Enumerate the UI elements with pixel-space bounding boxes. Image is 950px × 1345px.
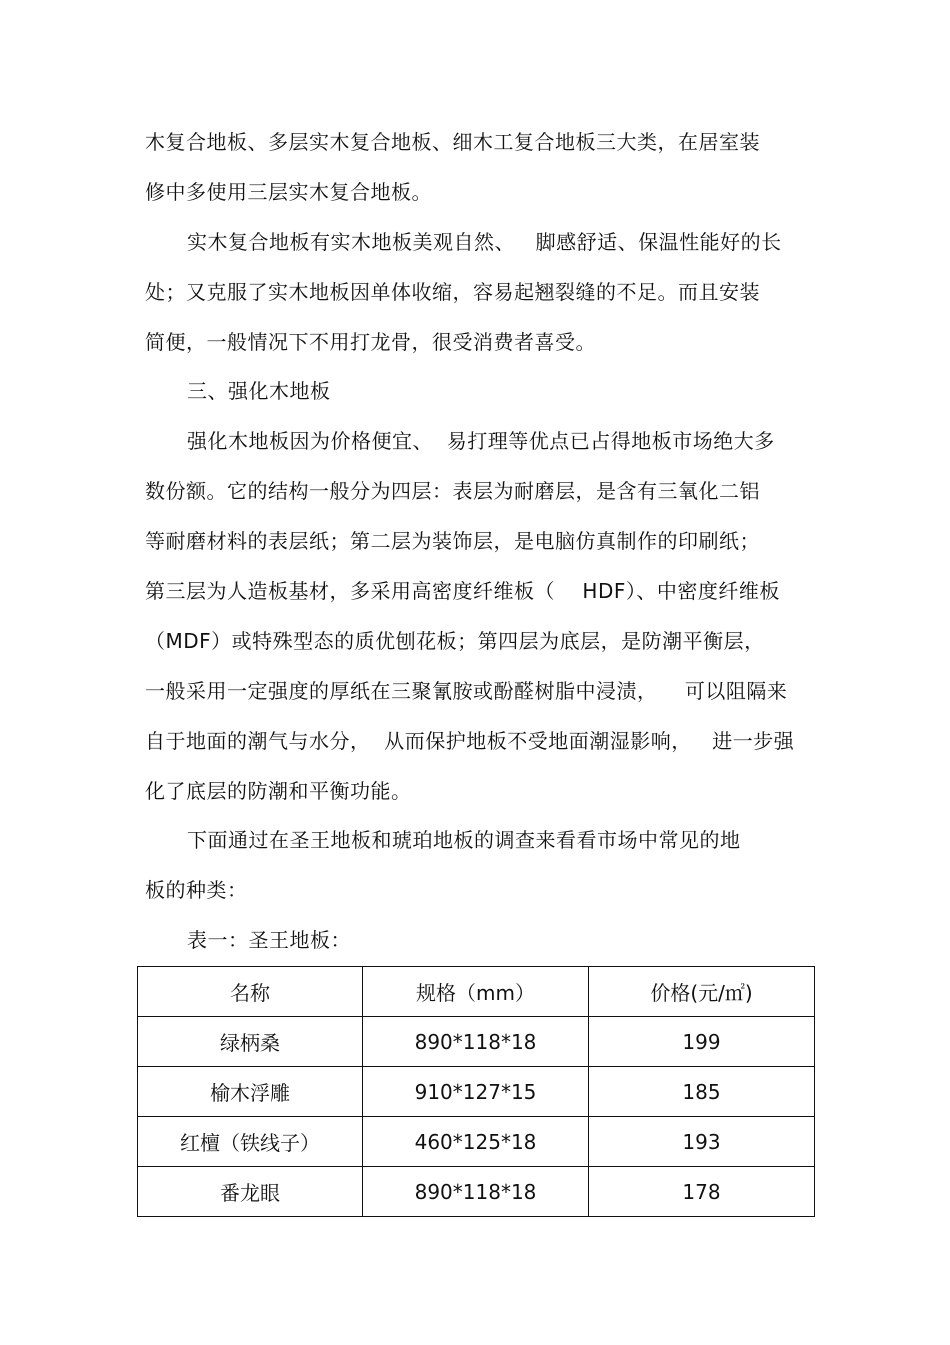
paragraph-line: 木复合地板、多层实木复合地板、细木工复合地板三大类，在居室装 (145, 130, 760, 154)
paragraph-line: 自于地面的潮气与水分， 从而保护地板不受地面潮湿影响， 进一步强 (145, 729, 795, 753)
cell-name: 红檀（铁线子） (138, 1117, 363, 1167)
table-caption: 表一：圣王地板： (187, 928, 351, 952)
cell-name: 榆木浮雕 (138, 1067, 363, 1117)
cell-name: 绿柄桑 (138, 1017, 363, 1067)
table-row (138, 1067, 815, 1117)
floor-spec-table (137, 966, 815, 1217)
paragraph-line: 下面通过在圣王地板和琥珀地板的调查来看看市场中常见的地 (187, 828, 741, 852)
table-row (138, 1017, 815, 1067)
paragraph-line: 强化木地板因为价格便宜、 易打理等优点已占得地板市场绝大多 (187, 429, 775, 453)
cell-spec: 910*127*15 (363, 1067, 589, 1117)
paragraph-line: 板的种类： (145, 878, 248, 902)
table-row (138, 1117, 815, 1167)
paragraph-line: 简便，一般情况下不用打龙骨，很受消费者喜受。 (145, 330, 596, 354)
paragraph-line: 修中多使用三层实木复合地板。 (145, 180, 432, 204)
table-header-row (138, 967, 815, 1017)
header-price: 价格(元/㎡) (589, 967, 815, 1017)
header-name: 名称 (138, 967, 363, 1017)
cell-spec: 890*118*18 (363, 1167, 589, 1217)
cell-price: 185 (589, 1067, 815, 1117)
paragraph-line: 等耐磨材料的表层纸；第二层为装饰层，是电脑仿真制作的印刷纸； (145, 529, 760, 553)
header-spec: 规格（mm） (363, 967, 589, 1017)
paragraph-line: 实木复合地板有实木地板美观自然、 脚感舒适、保温性能好的长 (187, 230, 782, 254)
table-row (138, 1167, 815, 1217)
cell-spec: 460*125*18 (363, 1117, 589, 1167)
paragraph-line: 处；又克服了实木地板因单体收缩，容易起翘裂缝的不足。而且安装 (145, 280, 760, 304)
paragraph-line: 第三层为人造板基材，多采用高密度纤维板（ HDF）、中密度纤维板 (145, 579, 780, 603)
cell-price: 199 (589, 1017, 815, 1067)
cell-price: 178 (589, 1167, 815, 1217)
paragraph-line: 数份额。它的结构一般分为四层：表层为耐磨层，是含有三氧化二铝 (145, 479, 760, 503)
cell-name: 番龙眼 (138, 1167, 363, 1217)
cell-spec: 890*118*18 (363, 1017, 589, 1067)
cell-price: 193 (589, 1117, 815, 1167)
paragraph-line: 一般采用一定强度的厚纸在三聚氰胺或酚醛树脂中浸渍， 可以阻隔来 (145, 679, 788, 703)
paragraph-line: 化了底层的防潮和平衡功能。 (145, 779, 412, 803)
section-heading: 三、强化木地板 (187, 379, 331, 403)
paragraph-line: （MDF）或特殊型态的质优刨花板；第四层为底层，是防潮平衡层， (145, 629, 765, 653)
